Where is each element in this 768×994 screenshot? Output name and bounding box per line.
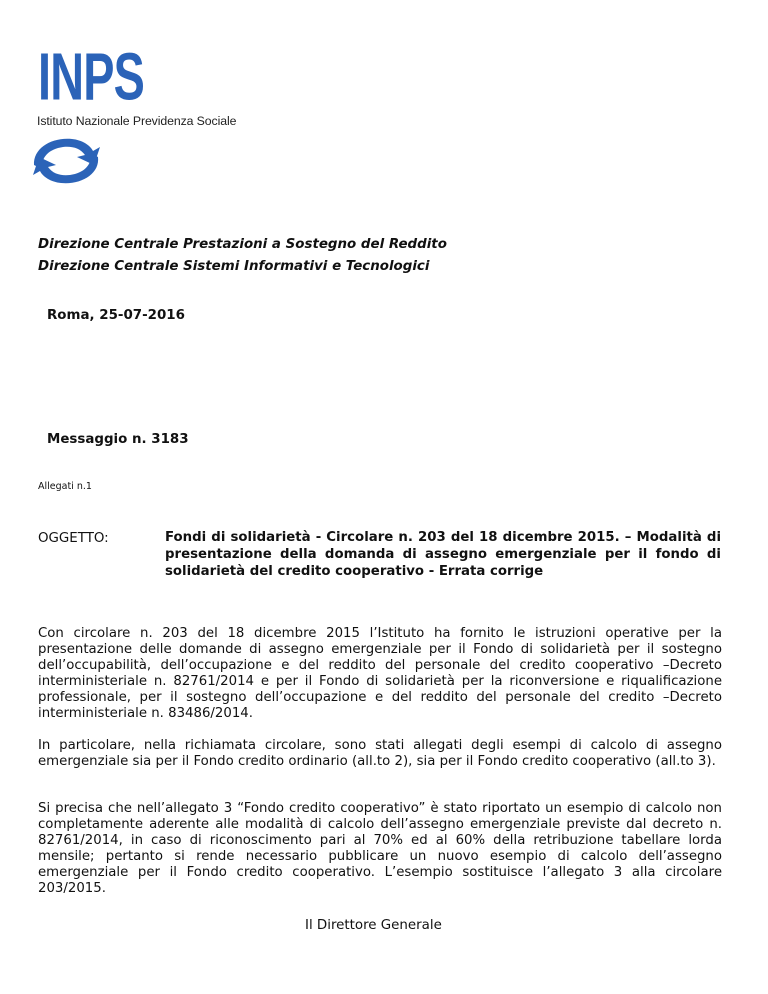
- attachments-count: Allegati n.1: [38, 481, 92, 492]
- logo-wordmark: INPS: [38, 38, 145, 114]
- subject-text: Fondi di solidarietà - Circolare n. 203 del 18 dicembre 2015. – Modalità di presentazione della domanda di assegno emergenziale per il fondo di solidarietà del credito cooperativo - Errata corrige: [165, 530, 721, 579]
- subject-label: OGGETTO:: [38, 531, 109, 546]
- body-paragraph: In particolare, nella richiamata circolare, sono stati allegati degli esempi di calcolo di assegno emergenziale sia per il Fondo credito ordinario (all.to 2), sia per il Fondo credito cooperativo (all.to 3).: [38, 738, 722, 769]
- body-paragraph: Con circolare n. 203 del 18 dicembre 2015 l’Istituto ha fornito le istruzioni operative per la presentazione delle domande di assegno emergenziale per il Fondo di solidarietà per il sostegno dell’occupabilità, dell’occupazione e del reddito del personale del credito cooperativo –Decreto interministeriale n. 82761/2014 e per il Fondo di solidarietà per la riconversione e riqualificazione professionale, per il sostegno dell’occupazione e del reddito del personale del credito –Decreto interministeriale n. 83486/2014.: [38, 626, 722, 721]
- directorate-line: Direzione Centrale Prestazioni a Sostegno del Reddito: [38, 237, 447, 252]
- circular-arrows-icon: [30, 135, 102, 187]
- logo-subtitle: Istituto Nazionale Previdenza Sociale: [37, 114, 237, 128]
- message-number: Messaggio n. 3183: [47, 432, 189, 447]
- inps-logo: [30, 40, 250, 190]
- date-line: Roma, 25-07-2016: [47, 308, 185, 323]
- directorate-line: Direzione Centrale Sistemi Informativi e Tecnologici: [38, 259, 430, 274]
- issuing-directorates: [38, 234, 447, 278]
- body-paragraph: Si precisa che nell’allegato 3 “Fondo credito cooperativo” è stato riportato un esempio di calcolo non completamente aderente alle modalità di calcolo dell’assegno emergenziale previste dal decreto n. 82761/2014, in caso di riconoscimento pari al 70% ed al 60% della retribuzione tabellare lorda mensile; pertanto si rende necessario pubblicare un nuovo esempio di calcolo dell’assegno emergenziale per il Fondo credito cooperativo. L’esempio sostituisce l’allegato 3 alla circolare 203/2015.: [38, 801, 722, 896]
- signature-line: Il Direttore Generale: [305, 918, 442, 933]
